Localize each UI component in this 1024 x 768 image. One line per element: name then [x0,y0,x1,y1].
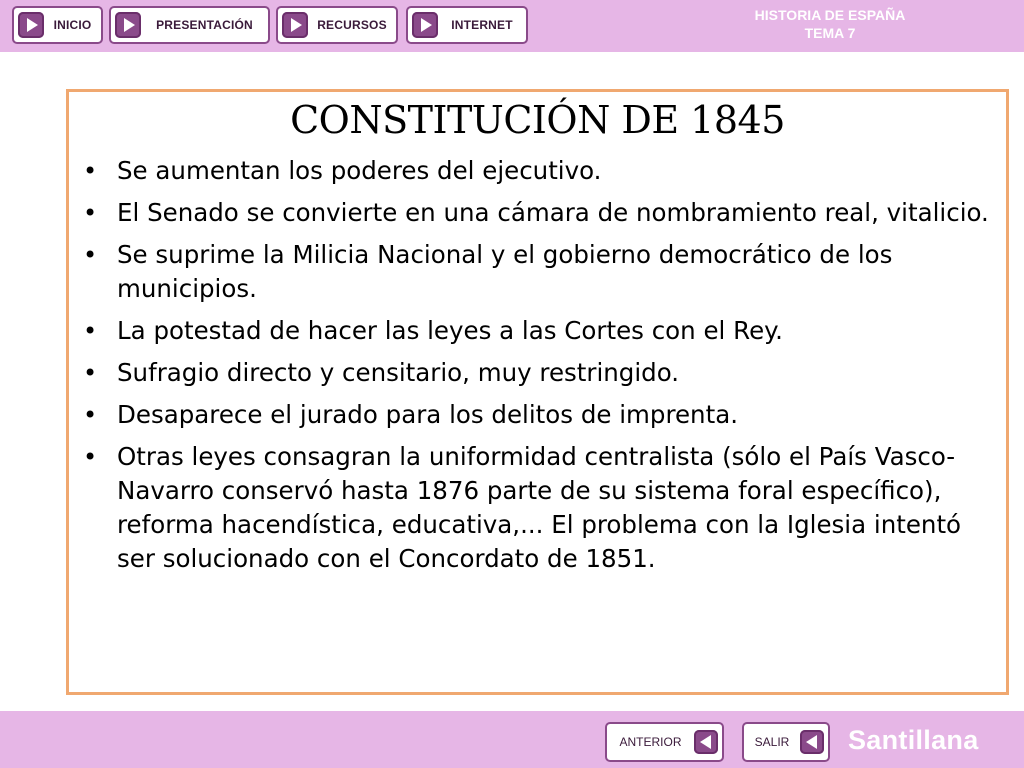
anterior-button[interactable] [605,722,724,762]
bullet-text: Desaparece el jurado para los delitos de imprenta. [117,400,738,429]
bullet-item [81,196,1001,230]
play-arrow-icon [412,12,438,38]
anterior-label: ANTERIOR [619,735,682,749]
bullet-item [81,238,1001,306]
bullet-text: Se suprime la Milicia Nacional y el gobierno democrático de los municipios. [117,240,893,303]
salir-label: SALIR [754,735,790,749]
back-arrow-icon [694,730,718,754]
bullet-item [81,314,1001,348]
bullet-item [81,356,1001,390]
bullet-dot-icon: • [83,241,98,269]
play-arrow-icon [18,12,44,38]
nav-recursos-button[interactable] [276,6,398,44]
bottom-nav-bar [0,711,1024,768]
course-title-line1: HISTORIA DE ESPAÑA [754,7,906,23]
course-title-line2: TEMA 7 [804,25,856,41]
santillana-logo: Santillana [848,725,979,755]
bullet-dot-icon: • [83,401,98,429]
course-title [720,6,940,42]
bullet-text: Otras leyes consagran la uniformidad centralista (sólo el País Vasco-Navarro conservó hasta 1876 parte de su sistema foral específico), reforma hacendística, educativa,... El problema con la Iglesia intentó ser solucionado con el Concordato de 1851. [117,442,962,573]
bullet-item [81,440,1001,576]
nav-presentacion-button[interactable] [109,6,270,44]
bullet-dot-icon: • [83,443,98,471]
nav-inicio-label: INICIO [53,18,92,32]
bullet-text: Sufragio directo y censitario, muy restringido. [117,358,680,387]
bullet-dot-icon: • [83,199,98,227]
slide-content-box [66,89,1009,695]
top-nav-bar [0,0,1024,52]
bullet-item [81,154,1001,188]
salir-button[interactable] [742,722,830,762]
play-arrow-icon [282,12,308,38]
nav-internet-label: INTERNET [451,18,513,32]
nav-internet-button[interactable] [406,6,528,44]
bullet-dot-icon: • [83,317,98,345]
back-arrow-icon [800,730,824,754]
bullet-item [81,398,1001,432]
slide-title: CONSTITUCIÓN DE 1845 [290,98,785,142]
bullet-text: La potestad de hacer las leyes a las Cortes con el Rey. [117,316,783,345]
bullet-dot-icon: • [83,157,98,185]
bullet-list [81,154,1001,584]
bullet-text: El Senado se convierte en una cámara de nombramiento real, vitalicio. [117,198,989,227]
nav-inicio-button[interactable] [12,6,103,44]
play-arrow-icon [115,12,141,38]
nav-presentacion-label: PRESENTACIÓN [156,18,253,32]
nav-recursos-label: RECURSOS [317,18,387,32]
bullet-dot-icon: • [83,359,98,387]
bullet-text: Se aumentan los poderes del ejecutivo. [117,156,602,185]
